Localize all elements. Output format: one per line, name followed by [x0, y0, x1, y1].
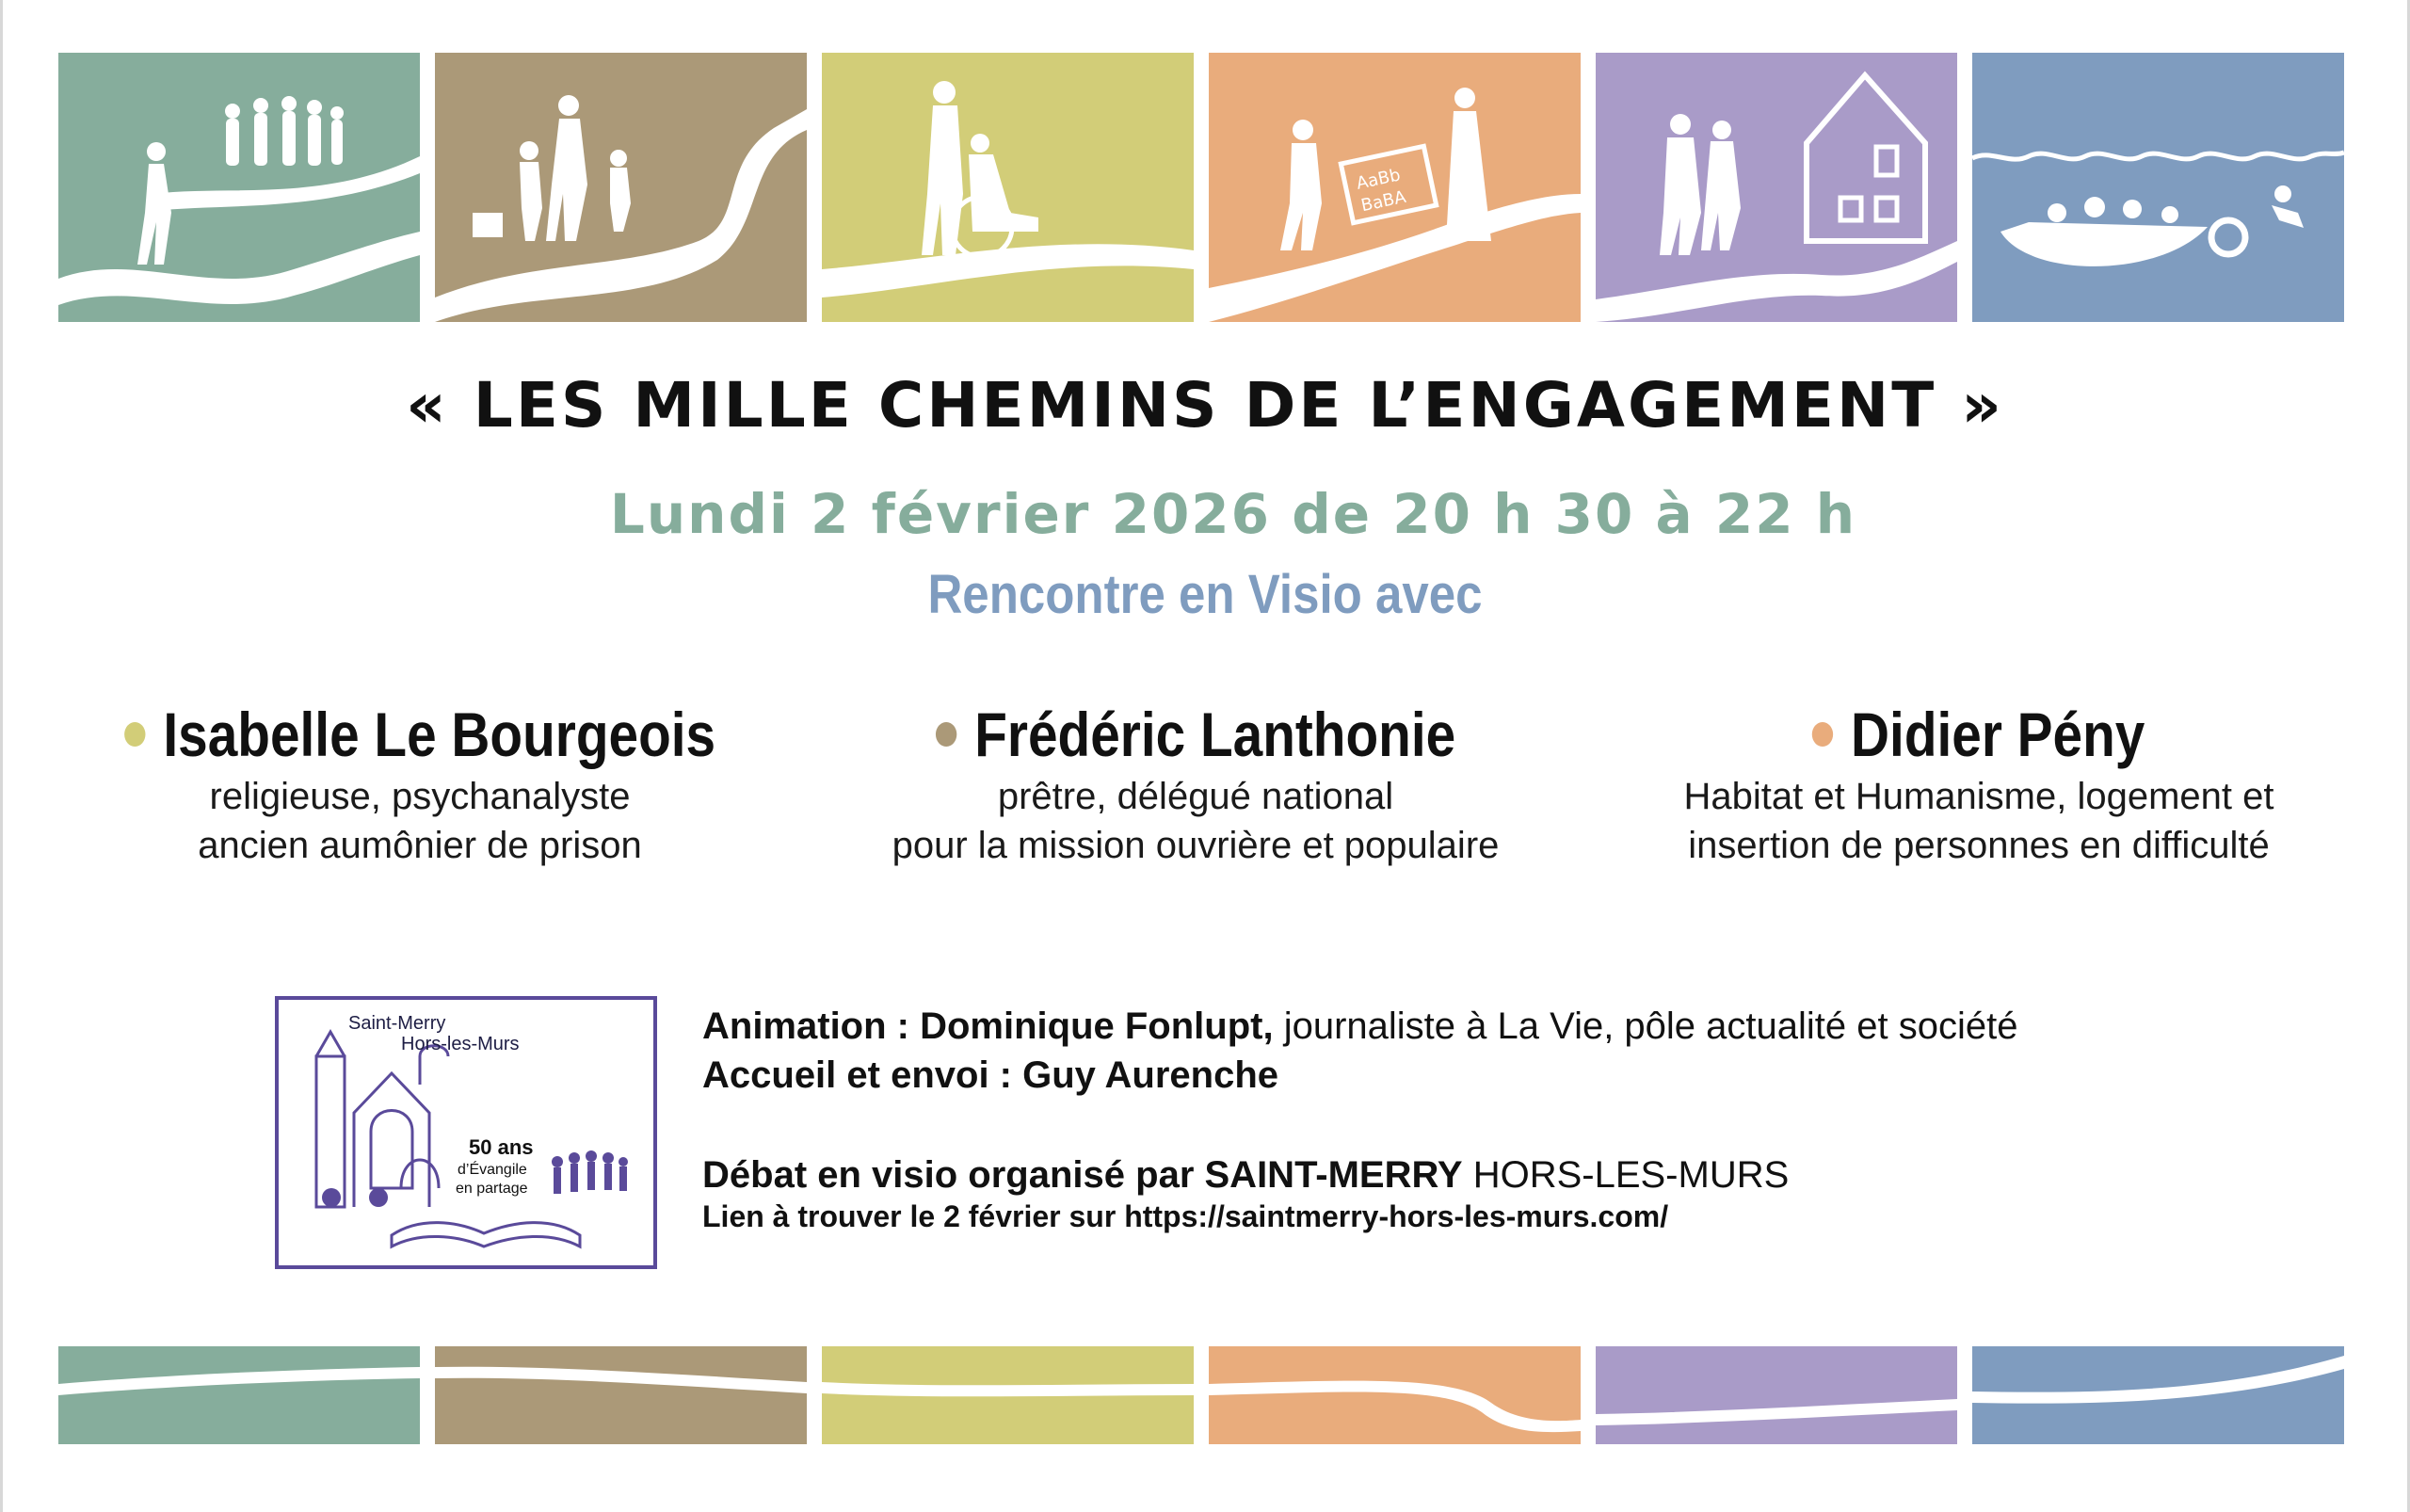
debat-text: HORS-LES-MURS: [1462, 1154, 1790, 1196]
bottom-tile-peach: [1209, 1346, 1581, 1444]
page-frame-left: [0, 0, 3, 1512]
bottom-tile-lavender: [1596, 1346, 1957, 1444]
logo-anniversary: 50 ans: [469, 1135, 534, 1159]
tile-alphabet-sign: [1209, 53, 1581, 322]
saint-merry-logo: [275, 996, 657, 1269]
tile-walking-people: [58, 53, 420, 322]
bottom-decorative-band: [58, 1346, 2344, 1444]
speaker-1: [62, 697, 778, 870]
bottom-tile-lime: [822, 1346, 1194, 1444]
tile-wheelchair: [822, 53, 1194, 322]
bullet-dot-icon: [1812, 722, 1833, 747]
speaker-name: Frédéric Lanthonie: [974, 700, 1456, 769]
speaker-role-line2: ancien aumônier de prison: [198, 825, 642, 866]
accueil-text: Accueil et envoi : Guy Aurenche: [702, 1054, 1279, 1096]
bullet-dot-icon: [124, 722, 145, 747]
speaker-3: [1621, 697, 2337, 870]
event-title: « LES MILLE CHEMINS DE L’ENGAGEMENT »: [406, 369, 2004, 442]
speaker-role-line1: Habitat et Humanisme, logement et: [1683, 776, 2274, 817]
logo-tagline-1: d’Évangile: [458, 1162, 527, 1178]
speaker-name-wrap: [936, 697, 1455, 772]
logo-title: Saint-Merry: [348, 1013, 446, 1034]
speaker-2: [838, 697, 1553, 870]
top-illustration-band: [58, 53, 2344, 322]
accueil-line: [702, 1054, 1278, 1097]
speaker-role-line2: insertion de personnes en difficulté: [1688, 825, 2270, 866]
lien-line: Lien à trouver le 2 février sur https://saintmerry-hors-les-murs.com/: [702, 1199, 1669, 1233]
tile-family-walking: [435, 53, 807, 322]
speaker-role-line1: prêtre, délégué national: [997, 776, 1394, 817]
event-date: Lundi 2 février 2026 de 20 h 30 à 22 h: [609, 482, 1857, 546]
animation-text: journaliste à La Vie, pôle actualité et société: [1273, 1005, 2018, 1047]
animation-label: Animation : Dominique Fonlupt,: [702, 1005, 1274, 1047]
logo-subtitle: Hors-les-Murs: [401, 1034, 520, 1054]
svg-text:AaBb: AaBb: [1354, 165, 1403, 194]
logo-tagline-2: en partage: [456, 1181, 528, 1197]
tile-boat: [1972, 53, 2344, 322]
bottom-tile-blue: [1972, 1346, 2344, 1444]
speaker-name-wrap: [1812, 697, 2145, 772]
speaker-name-wrap: [124, 697, 715, 772]
speaker-role-line1: religieuse, psychanalyste: [209, 776, 631, 817]
bottom-tile-taupe: [435, 1346, 807, 1444]
svg-text:BaBA: BaBA: [1358, 186, 1408, 217]
bottom-tile-teal: [58, 1346, 420, 1444]
debat-label: Débat en visio organisé par SAINT-MERRY: [702, 1154, 1463, 1196]
debat-line: [702, 1154, 1789, 1197]
animation-line: [702, 1005, 2017, 1048]
speaker-role-line2: pour la mission ouvrière et populaire: [892, 825, 1500, 866]
bullet-dot-icon: [936, 722, 956, 747]
speaker-name: Didier Pény: [1851, 700, 2145, 769]
tile-house: [1596, 53, 1957, 322]
speaker-name: Isabelle Le Bourgeois: [163, 700, 715, 769]
event-subtitle: Rencontre en Visio avec: [927, 564, 1483, 625]
